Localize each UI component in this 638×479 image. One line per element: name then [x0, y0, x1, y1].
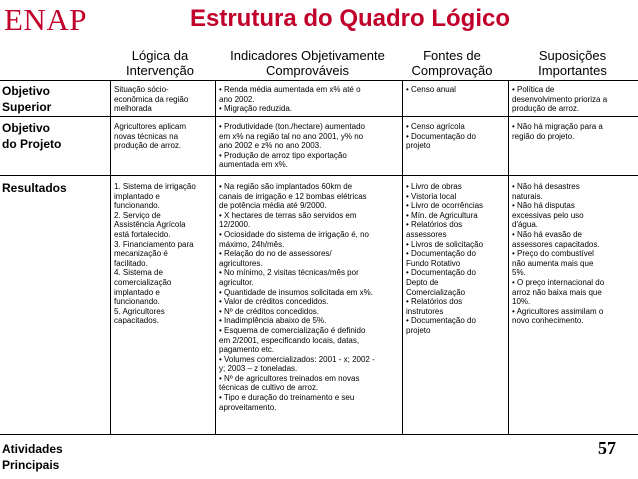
cell-line: • Renda média aumentada em x% até o	[219, 85, 361, 94]
row-label-line: do Projeto	[2, 137, 62, 151]
header-line: Indicadores Objetivamente	[230, 48, 385, 63]
cell-line: • Não há desastres	[512, 182, 580, 191]
cell-line: • Censo anual	[406, 85, 456, 94]
header-fontes	[402, 48, 502, 78]
cell-line: Depto de	[406, 277, 439, 287]
cell-line: instrutores	[406, 306, 444, 316]
cell-line: facilitado.	[114, 258, 148, 268]
row-label-line: Objetivo	[2, 121, 51, 135]
header-line: Lógica da	[131, 48, 189, 63]
cell-line: em x% na região tal no ano 2001, y% no	[219, 131, 364, 141]
cell-line: novo conhecimento.	[512, 316, 584, 326]
cell-line: • Produção de arroz tipo exportação	[219, 150, 347, 160]
row-label-atividades	[2, 441, 63, 473]
cell-line: comercialização	[114, 277, 172, 287]
cell-line: • Documentação do	[406, 131, 476, 141]
cell-line: 3. Financiamento para	[114, 239, 194, 249]
cell-line: y; 2003 – z toneladas.	[219, 364, 298, 374]
cell-line: assessores capacitados.	[512, 239, 600, 249]
cell-line: de potência média até 9/2000.	[219, 201, 327, 211]
column-divider	[402, 80, 403, 434]
cell-line: naturais.	[512, 191, 543, 201]
cell-line: • Documentação do	[406, 268, 476, 278]
cell-line: • Nº de agricultores treinados em novas	[219, 373, 360, 383]
cell-line: • No mínimo, 2 visitas técnicas/mês por	[219, 268, 359, 278]
cell-line: • Preço do combustível	[512, 249, 594, 259]
cell-line: desenvolvimento prioriza a	[512, 94, 608, 104]
cell-logica	[114, 122, 186, 151]
cell-line: não aumenta mais que	[512, 258, 594, 268]
cell-line: • X hectares de terras são servidos em	[219, 210, 357, 220]
cell-line: projeto	[406, 141, 431, 151]
cell-line: produção de arroz.	[512, 104, 580, 114]
cell-line: ano 2002.	[219, 94, 255, 104]
cell-line: • Tipo e duração do treinamento e seu	[219, 393, 355, 403]
cell-line: melhorada	[114, 104, 152, 114]
cell-line: 2. Serviço de	[114, 210, 161, 220]
cell-line: Situação sócio-	[114, 85, 169, 94]
divider-row-3	[0, 434, 638, 435]
cell-line: • Livro de obras	[406, 182, 462, 191]
cell-line: aproveitamento.	[219, 402, 277, 412]
cell-suposicoes	[512, 182, 604, 326]
header-line: Suposições	[538, 48, 607, 63]
cell-logica	[114, 182, 196, 326]
cell-line: • Mín. de Agricultura	[406, 210, 478, 220]
divider-header	[0, 80, 638, 81]
cell-fontes	[406, 122, 476, 151]
header-line: Comprovação	[411, 63, 493, 78]
cell-line: pagamento etc.	[219, 345, 275, 355]
cell-line: assessores	[406, 229, 447, 239]
header-line: Intervenção	[126, 63, 194, 78]
row-label-line: Objetivo	[2, 84, 51, 98]
enap-logo: ENAP	[4, 2, 87, 37]
cell-line: Assistência Agrícola	[114, 220, 186, 230]
cell-indicadores	[219, 85, 361, 114]
cell-fontes	[406, 182, 483, 336]
cell-line: • Relatórios dos	[406, 220, 463, 230]
cell-line: implantado e	[114, 287, 160, 297]
divider-row-1	[0, 116, 638, 117]
cell-line: 1. Sistema de irrigação	[114, 182, 196, 191]
cell-line: • Vistoria local	[406, 191, 457, 201]
header-line: Importantes	[538, 63, 607, 78]
cell-line: • Na região são implantados 60km de	[219, 182, 353, 191]
cell-line: d'água.	[512, 220, 538, 230]
cell-line: • Política de	[512, 85, 555, 94]
row-label-resultados	[2, 180, 67, 196]
cell-line: • Livros de solicitação	[406, 239, 484, 249]
cell-line: funcionando.	[114, 201, 160, 211]
cell-line: • Documentação do	[406, 249, 476, 259]
cell-line: • O preço internacional do	[512, 277, 605, 287]
cell-line: • Censo agrícola	[406, 122, 465, 131]
cell-line: • Não há evasão de	[512, 229, 582, 239]
cell-indicadores	[219, 182, 375, 412]
cell-line: • Volumes comercializados: 2001 - x; 2002 -	[219, 354, 375, 364]
cell-line: • Relação do no de assessores/	[219, 249, 332, 259]
header-suposicoes	[510, 48, 635, 78]
column-divider	[110, 80, 111, 434]
cell-line: máximo, 24h/mês.	[219, 239, 285, 249]
header-line: Fontes de	[423, 48, 481, 63]
column-divider	[215, 80, 216, 434]
row-label-line: Superior	[2, 100, 52, 114]
cell-line: novas técnicas na	[114, 131, 179, 141]
header-line: Comprováveis	[265, 63, 350, 78]
cell-line: Fundo Rotativo	[406, 258, 461, 268]
header-logica	[110, 48, 210, 78]
page-number: 57	[598, 438, 616, 458]
cell-line: agricultores.	[219, 258, 263, 268]
cell-line: • Não há disputas	[512, 201, 575, 211]
cell-line: em 2/2001, especificando locais, datas,	[219, 335, 360, 345]
cell-line: implantado e	[114, 191, 160, 201]
header-indicadores	[215, 48, 400, 78]
cell-line: • Valor de créditos concedidos.	[219, 297, 329, 307]
cell-line: • Migração reduzida.	[219, 104, 293, 114]
cell-indicadores	[219, 122, 365, 170]
page-title: Estrutura do Quadro Lógico	[189, 5, 510, 32]
cell-line: aumentada em x%.	[219, 160, 288, 170]
cell-line: 5. Agricultores	[114, 306, 165, 316]
cell-line: • Relatórios dos	[406, 297, 463, 307]
cell-line: produção de arroz.	[114, 141, 182, 151]
cell-logica	[114, 85, 188, 114]
cell-line: • Não há migração para a	[512, 122, 603, 131]
cell-line: Comercialização	[406, 287, 466, 297]
cell-line: está fortalecido.	[114, 229, 171, 239]
cell-line: 4. Sistema de	[114, 268, 163, 278]
column-divider	[508, 80, 509, 434]
cell-line: • Documentação do	[406, 316, 476, 326]
cell-line: ano 2002 e z% no ano 2003.	[219, 141, 322, 151]
cell-line: • Ociosidade do sistema de irrigação é, no	[219, 229, 369, 239]
cell-line: projeto	[406, 325, 431, 335]
cell-line: funcionando.	[114, 297, 160, 307]
cell-line: região do projeto.	[512, 131, 575, 141]
cell-line: técnicas de cultivo de arroz.	[219, 383, 319, 393]
cell-line: • Esquema de comercialização é definido	[219, 325, 366, 335]
cell-line: agricultor.	[219, 277, 254, 287]
cell-line: arroz não baixa mais que	[512, 287, 602, 297]
cell-line: 10%.	[512, 297, 531, 307]
cell-line: canais de irrigação e 12 bombas elétricas	[219, 191, 367, 201]
cell-line: Agricultores aplicam	[114, 122, 187, 131]
cell-line: econômica da região	[114, 94, 189, 104]
cell-line: • Produtividade (ton./hectare) aumentado	[219, 122, 365, 131]
cell-fontes	[406, 85, 456, 95]
row-label-line: Principais	[2, 458, 60, 472]
cell-line: • Quantidade de insumos solicitada em x%.	[219, 287, 373, 297]
cell-line: • Nº de créditos concedidos.	[219, 306, 319, 316]
cell-line: 12/2000.	[219, 220, 251, 230]
cell-line: • Inadimplência abaixo de 5%.	[219, 316, 327, 326]
row-label-objetivo-projeto	[2, 120, 61, 152]
cell-line: capacitados.	[114, 316, 159, 326]
cell-suposicoes	[512, 122, 603, 141]
cell-line: 5%.	[512, 268, 526, 278]
cell-suposicoes	[512, 85, 607, 114]
row-label-line: Atividades	[2, 442, 63, 456]
cell-line: • Livro de ocorrências	[406, 201, 484, 211]
row-label-line: Resultados	[2, 181, 67, 195]
cell-line: mecanização é	[114, 249, 168, 259]
row-label-objetivo-superior	[2, 83, 51, 115]
cell-line: • Agricultores assimilam o	[512, 306, 604, 316]
divider-row-2	[0, 175, 638, 176]
cell-line: excessivas pelo uso	[512, 210, 584, 220]
